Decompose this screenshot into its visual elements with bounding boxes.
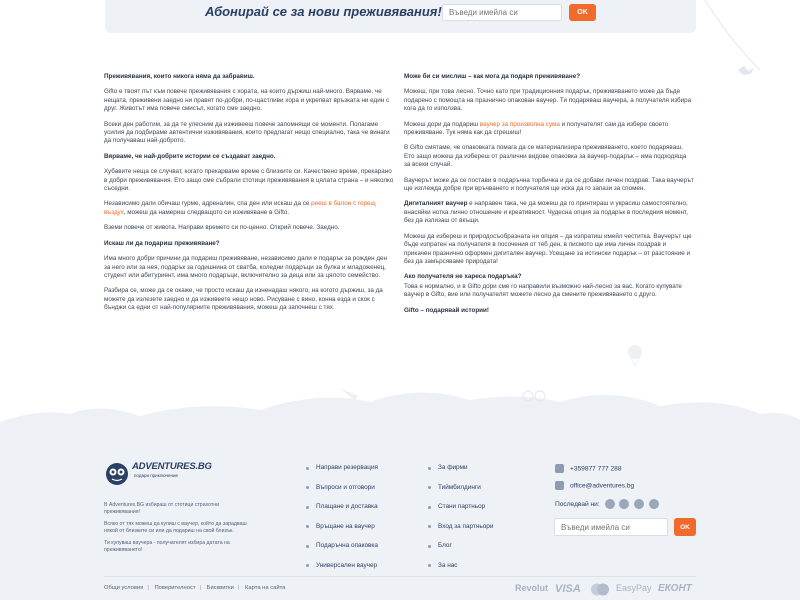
footer-link-universal-voucher[interactable]: Универсален ваучер: [306, 562, 378, 570]
site-logo[interactable]: [104, 460, 214, 486]
article-paragraph: Разбира се, може да се окаже, че просто искаш да изненадаш някого, на когото държиш, за да можете да излезете заедно и да изживеете нещо ново. Рисуване с вино, конна езда и скок с бънджи са едни от най-популярните преживявания, можеш да започнеш с тях.: [104, 287, 383, 312]
footer-link-blog[interactable]: Блог: [428, 542, 493, 550]
newsletter-email-input[interactable]: [442, 4, 562, 21]
footer-link-become-partner[interactable]: Стани партньор: [428, 503, 493, 511]
separator: |: [147, 585, 149, 591]
article-paragraph: [404, 200, 694, 225]
separator: |: [199, 585, 202, 591]
text-span: Независимо дали обичаш гурме, адреналин, спа ден или искаш да се: [104, 200, 312, 208]
footer-newsletter-submit-button[interactable]: OK: [674, 518, 696, 536]
text-span: , можеш да намериш следващото си изживяване в Gifto.: [123, 208, 290, 216]
article-paragraph: Можеш да избереш и природосъобразната ни опция – да изпратиш имейл честитка. Ваучерът ще бъде изпратен на получателя в посочения от теб ден, в писмото ще има личен поздрав и прикачен празнично оформен дигитален ваучер. Усещане за истински подарък – от разстояние и без да замърсяваме природата!: [404, 232, 692, 265]
article-right-column: [404, 73, 694, 322]
article-heading: Преживявания, които никога няма да забравиш.: [104, 73, 255, 80]
footer-about-text: В Adventures.BG избираш от стотици страхотни преживявания!: [104, 502, 220, 515]
article-paragraph: Хубавите неща се случват, когато прекарваме време с близките си. Качествено време, прекарано в добри преживявания. Ето защо сме събрали стотици преживявания в цялата страна – и няколко съседни.: [104, 168, 394, 193]
bold-text: Дигиталният ваучер: [404, 200, 468, 208]
article-paragraph: [104, 200, 394, 217]
mail-icon: [555, 481, 564, 490]
econt-logo: ЕКОНТ: [658, 583, 692, 594]
cookies-link[interactable]: Бисквитки: [206, 585, 234, 591]
article-paragraph: Ваучерът може да се постави в подаръчна торбичка и да се добави личен поздрав. Така ваучерът ще изглежда добре при връчването и получателя ще иска да го запази за спомен.: [404, 176, 694, 193]
article-paragraph: Има много добри причини да подариш преживяване, независимо дали е подарък за рожден ден за него или за нея, подарък за годишнина от сватба, коледни подаръци за булка и младоженец, студент или абитуриент, има много подаръци, включително за деца или за цялото семейство.: [104, 255, 387, 279]
youtube-icon[interactable]: [634, 499, 644, 509]
separator: |: [237, 585, 240, 591]
footer-phone[interactable]: [555, 464, 622, 473]
footer-divider: [104, 576, 696, 577]
newsletter-title: Абонирай се за нови преживявания!: [205, 4, 442, 19]
footer-link-teambuilding[interactable]: Тиймбилдинги: [428, 484, 493, 492]
footer-link-about[interactable]: За нас: [428, 562, 493, 570]
article-paragraph: Всеки ден работим, за да те улесним да изживееш повече запомнящи се моменти. Полагаме усилия да подбираме автентични изживявания, които предлагат нещо специално, така че винаги да получаваш най-доброто.: [104, 120, 390, 145]
site-footer: [0, 440, 800, 600]
terms-link[interactable]: Общи условия: [104, 585, 144, 591]
decoration-rope-illustration: [700, 0, 800, 120]
footer-link-payment-delivery[interactable]: Плащане и доставка: [306, 503, 378, 511]
newsletter-banner: [105, 0, 696, 33]
tiktok-icon[interactable]: [649, 499, 659, 509]
article-left-column: [104, 73, 394, 320]
footer-link-partner-login[interactable]: Вход за партньори: [428, 523, 493, 531]
phone-icon: [555, 464, 564, 473]
footer-newsletter-input[interactable]: [554, 518, 668, 536]
email-address: office@adventures.bg: [570, 482, 635, 490]
landscape-illustration: [0, 330, 800, 442]
footer-link-faq[interactable]: Въпроси и отговори: [306, 484, 378, 492]
article-paragraph: Вземи повече от живота. Направи времето си по-ценно. Открий повече. Заедно.: [104, 224, 340, 232]
revolut-logo: Revolut: [515, 583, 549, 593]
balloon-link[interactable]: рееш в балон с горещ въздух: [104, 200, 376, 216]
facebook-icon[interactable]: [605, 499, 615, 509]
article-heading: Ако получателя не хареса подаръка?: [404, 273, 522, 281]
privacy-link[interactable]: Поверителност: [154, 585, 196, 591]
footer-link-gift-wrapping[interactable]: Подаръчна опаковка: [306, 542, 378, 550]
article-paragraph: Gifto е твоят път към повече преживявания с хората, на които държиш най-много. Вярваме, че нещата, преживени заедно ни правят по-добри, по-щастливи хора и укрепват връзката ни един с друг. Животът има повече смисъл, когато сме заедно.: [104, 88, 390, 113]
text-span: Можеш дори да подариш: [404, 120, 480, 128]
sitemap-link[interactable]: Карта на сайта: [245, 585, 286, 591]
footer-social: [555, 499, 659, 509]
voucher-any-amount-link[interactable]: ваучер за произволна сума: [479, 120, 560, 128]
logo-tagline: подари приключение: [134, 473, 178, 478]
footer-about-text: Всяко от тях можеш да купиш с ваучер, който да зарадваш някой от близките си или да подариш на свой близък.: [104, 521, 247, 534]
article-paragraph: Можеш, при това лесно. Точно като при традиционния подарък, преживяването може да бъде подарено с помощта на празнично опакован ваучер. Ти подаряваш ваучера, а получателя избира кога да го използва.: [404, 88, 692, 113]
footer-about-text: Ти купуваш ваучера - получателят избира датата на преживяването!: [104, 540, 230, 553]
footer-links-company: [428, 464, 493, 582]
footer-link-business[interactable]: За фирми: [428, 464, 493, 472]
logo-text: ADVENTURES.BG: [132, 461, 212, 472]
mastercard-icon: [590, 583, 610, 596]
article-heading: Искаш ли да подариш преживяване?: [104, 239, 220, 247]
footer-legal-links: [104, 585, 285, 591]
easypay-logo: EasyPay: [616, 583, 652, 593]
article-closing: Gifto – подарявай истории!: [404, 306, 490, 314]
article-paragraph: [404, 121, 694, 138]
newsletter-submit-button[interactable]: OK: [569, 4, 596, 21]
text-span: е направен така, че да можеш да го принтираш и украсиш самостоятелно, внасяйки нотка лично отношение и креативност. Чудесна опция за подарък в последния момент, без да излизаш от вкъщи.: [404, 200, 688, 225]
text-span: и получателят сам да избере своето преживяване. Тук няма как да сгрешиш!: [404, 120, 669, 137]
article-heading: Може би си мислиш – как мога да подаря преживяване?: [404, 73, 581, 80]
footer-about: [104, 502, 254, 560]
follow-label: Последвай ни:: [555, 500, 600, 508]
article-paragraph: Това е нормално, и в Gifto дори сме го направили възможно най-лесно за вас. Когато купувате ваучер в Gifto, вие или получателят можете лесно да смените преживяването с друго.: [404, 282, 682, 299]
phone-number: +359877 777 288: [570, 465, 622, 473]
visa-logo: VISA: [555, 583, 581, 595]
footer-link-reservation[interactable]: Направи резервация: [306, 464, 378, 472]
footer-link-voucher-return[interactable]: Връщане на ваучер: [306, 523, 378, 531]
article-paragraph: В Gifto смятаме, че опаковката помага да се материализира преживяването, което подаряваш. Ето защо можеш да избереш от различни видове опаковка за ваучер-подарък – има подходяща за всеки случай.: [404, 144, 687, 169]
instagram-icon[interactable]: [619, 499, 629, 509]
footer-email[interactable]: [555, 481, 634, 490]
logo-mascot-icon: [104, 460, 130, 486]
article-heading: Вярваме, че най-добрите истории се създават заедно.: [104, 152, 276, 160]
footer-links-customers: [306, 464, 378, 582]
